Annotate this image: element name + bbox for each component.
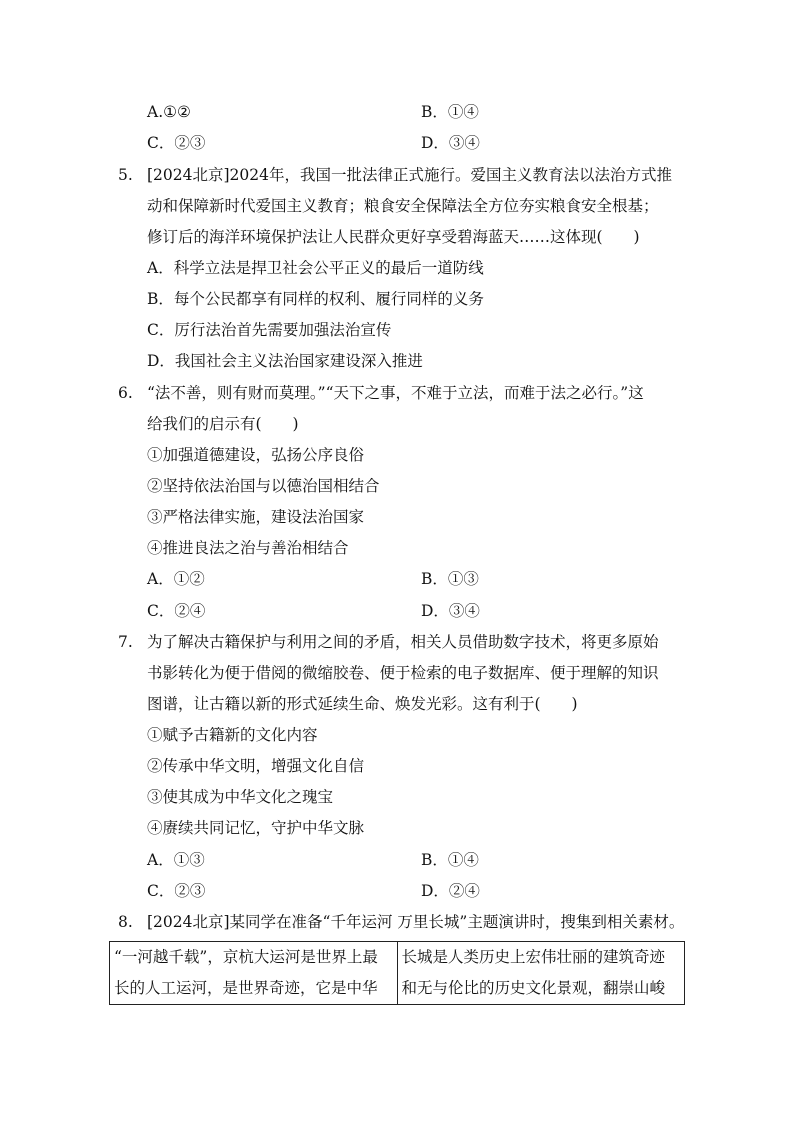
q7-item-2: ②传承中华文明，增强文化自信 [147, 757, 365, 775]
q6-stem-line: “法不善，则有财而莫理。”“天下之事，不难于立法，而难于法之必行。”这 [147, 384, 644, 402]
table-cell-canal [110, 942, 398, 1005]
q6-option-a: A．①② [147, 570, 205, 588]
table-row [110, 942, 685, 1005]
q5-number: 5. [118, 166, 133, 184]
q7-item-4: ④赓续共同记忆，守护中华文脉 [147, 819, 365, 837]
q5-option-c: C．厉行法治首先需要加强法治宣传 [147, 321, 392, 339]
q6-option-b: B．①③ [421, 570, 479, 588]
q5-stem-line: [2024北京]2024年，我国一批法律正式施行。爱国主义教育法以法治方式推 [147, 166, 672, 184]
q7-option-c: C．②③ [147, 882, 206, 900]
q4-option-a: A.①② [147, 103, 191, 121]
q7-item-1: ①赋予古籍新的文化内容 [147, 726, 318, 744]
q7-stem-line: 图谱，让古籍以新的形式延续生命、焕发光彩。这有利于( ) [147, 695, 578, 713]
q6-option-c: C．②④ [147, 602, 206, 620]
q7-option-a: A．①③ [147, 851, 205, 869]
q8-number: 8. [118, 913, 133, 931]
q7-option-b: B．①④ [421, 851, 479, 869]
q5-option-d: D．我国社会主义法治国家建设深入推进 [147, 352, 423, 370]
q6-number: 6. [118, 384, 133, 402]
q6-item-3: ③严格法律实施，建设法治国家 [147, 508, 365, 526]
q5-option-a: A．科学立法是捍卫社会公平正义的最后一道防线 [147, 259, 484, 277]
q7-option-d: D．②④ [421, 882, 480, 900]
canal-text-line: “一河越千载”，京杭大运河是世界上最 [114, 948, 378, 966]
q6-stem-line: 给我们的启示有( ) [147, 415, 299, 433]
q6-item-1: ①加强道德建设，弘扬公序良俗 [147, 446, 365, 464]
q4-option-b: B．①④ [421, 103, 479, 121]
q7-item-3: ③使其成为中华文化之瑰宝 [147, 788, 334, 806]
q5-stem-line: 动和保障新时代爱国主义教育；粮食安全保障法全方位夯实粮食安全根基； [147, 197, 659, 215]
wall-text-line: 和无与伦比的历史文化景观，翻崇山峻 [401, 979, 666, 997]
q8-material-table [109, 941, 685, 1005]
q7-number: 7. [118, 633, 133, 651]
table-cell-great-wall [397, 942, 685, 1005]
q7-stem-line: 书影转化为便于借阅的微缩胶卷、便于检索的电子数据库、便于理解的知识 [147, 664, 659, 682]
q6-item-2: ②坚持依法治国与以德治国相结合 [147, 477, 380, 495]
q4-option-c: C．②③ [147, 134, 206, 152]
q8-stem: [2024北京]某同学在准备“千年运河 万里长城”主题演讲时，搜集到相关素材。 [147, 913, 685, 931]
canal-text-line: 长的人工运河，是世界奇迹，它是中华 [114, 979, 378, 997]
q5-option-b: B．每个公民都享有同样的权利、履行同样的义务 [147, 290, 484, 308]
q4-option-d: D．③④ [421, 134, 480, 152]
q6-item-4: ④推进良法之治与善治相结合 [147, 539, 349, 557]
q5-stem-line: 修订后的海洋环境保护法让人民群众更好享受碧海蓝天……这体现( ) [147, 228, 640, 246]
wall-text-line: 长城是人类历史上宏伟壮丽的建筑奇迹 [401, 948, 666, 966]
q6-option-d: D．③④ [421, 602, 480, 620]
q7-stem-line: 为了解决古籍保护与利用之间的矛盾，相关人员借助数字技术，将更多原始 [147, 633, 659, 651]
